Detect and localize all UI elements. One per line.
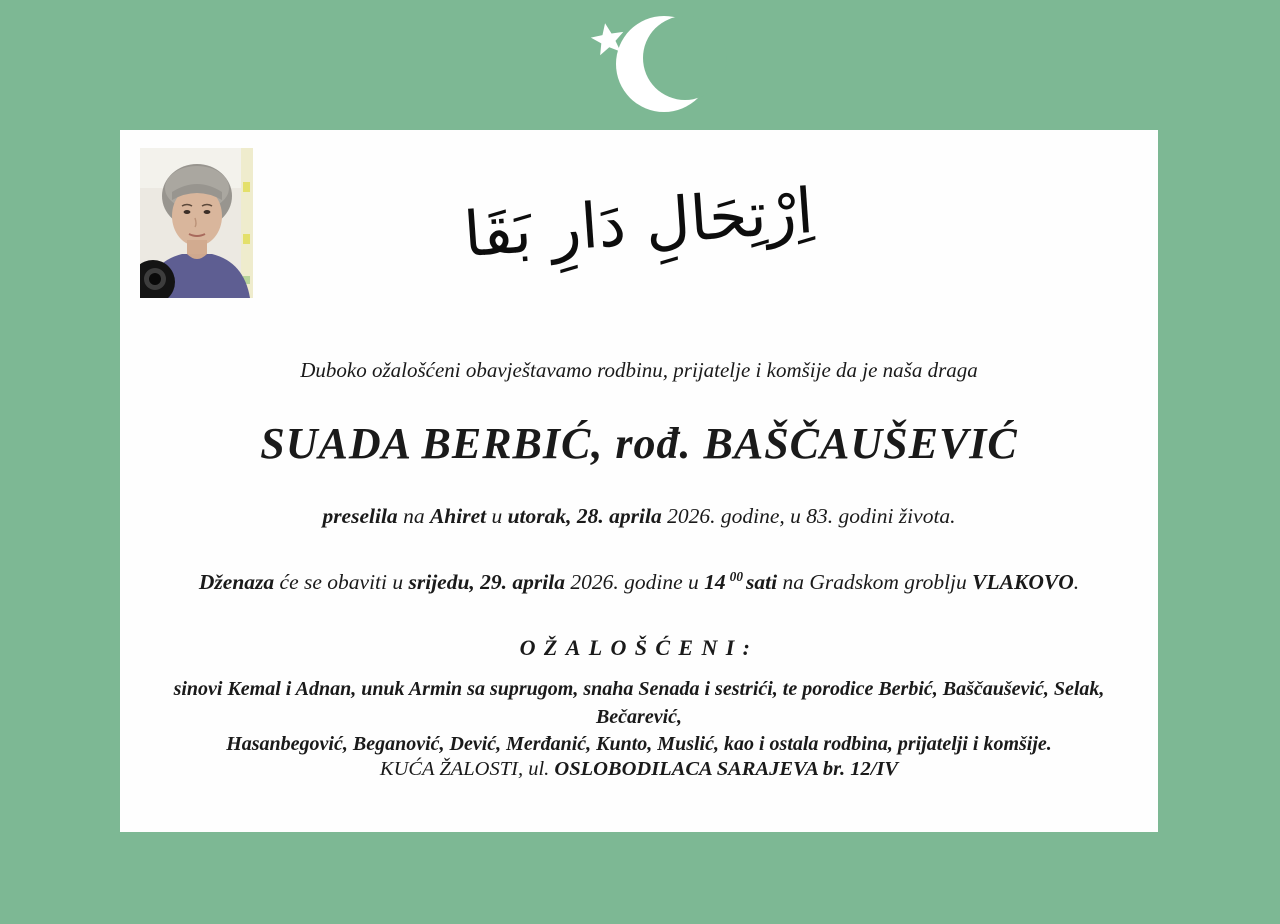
death-text: na: [397, 504, 430, 528]
arabic-calligraphy: اِرْتِحَالِ دَارِ بَقَا: [461, 173, 816, 272]
house-label: KUĆA ŽALOSTI, ul.: [379, 758, 555, 780]
death-word-preselila: preselila: [322, 504, 398, 528]
mourners-list-line2: Hasanbegović, Beganović, Dević, Merđanić, Kunto, Muslić, kao i ostala rodbina, prijatelji i komšije.: [226, 733, 1052, 756]
house-of-mourning-line: [120, 758, 1158, 781]
death-date: utorak, 28. aprila: [507, 504, 662, 528]
funeral-minutes: 00: [729, 569, 743, 584]
death-details-line: [120, 504, 1158, 529]
funeral-details-line: [120, 569, 1158, 595]
funeral-date: srijedu, 29. aprila: [408, 570, 565, 595]
mourners-heading: OŽALOŠĆENI:: [519, 635, 759, 660]
funeral-cemetery: VLAKOVO: [972, 570, 1074, 595]
death-word-ahiret: Ahiret: [429, 504, 487, 528]
funeral-text: na Gradskom groblju: [777, 570, 973, 595]
funeral-word-dzenaza: Dženaza: [198, 570, 275, 595]
house-address: OSLOBODILACA SARAJEVA br. 12/IV: [554, 758, 899, 780]
funeral-hour: 14: [704, 570, 726, 595]
obituary-card: [120, 130, 1158, 832]
crescent-and-star-svg: [578, 6, 738, 126]
intro-line: Duboko ožalošćeni obavještavamo rodbinu, prijatelje i komšije da je naša draga: [300, 358, 978, 382]
death-text: u: [486, 504, 508, 528]
death-text: 2026. godine, u 83. godini života.: [661, 504, 956, 528]
deceased-name: SUADA BERBIĆ, rođ. BAŠČAUŠEVIĆ: [260, 419, 1018, 468]
crescent-and-star-icon: [578, 6, 738, 126]
mourners-list-line1: sinovi Kemal i Adnan, unuk Armin sa suprugom, snaha Senada i sestrići, te porodice Berbić, Baščaušević, Selak, Bečarević,: [173, 678, 1110, 728]
funeral-text: 2026. godine u: [565, 570, 705, 595]
funeral-text: .: [1073, 570, 1080, 595]
mourners-list: [120, 676, 1158, 759]
funeral-word-sati: sati: [745, 570, 778, 595]
funeral-text: će se obaviti u: [274, 570, 409, 595]
